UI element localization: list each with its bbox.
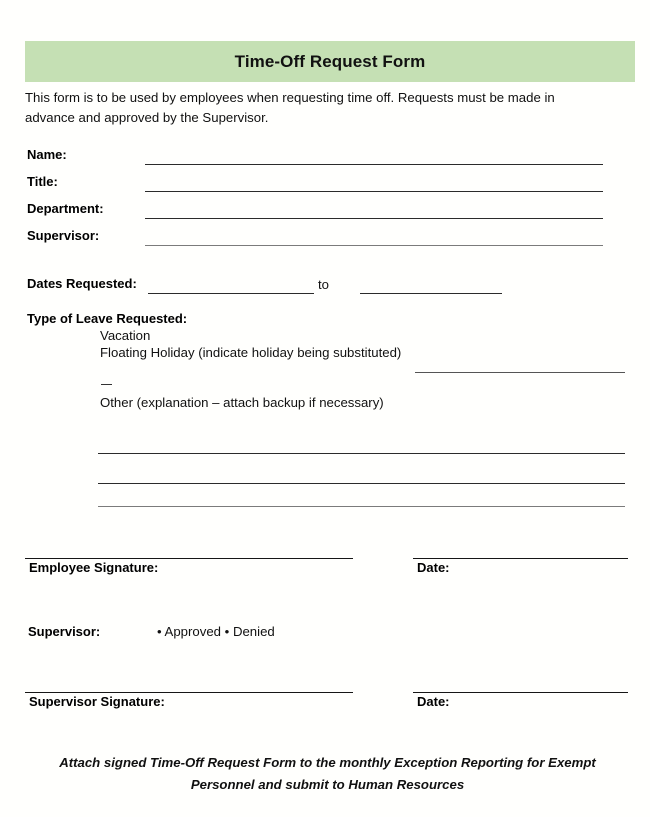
input-explanation-line-1[interactable]	[98, 453, 625, 454]
footer-line-1: Attach signed Time-Off Request Form to the monthly Exception Reporting for Exempt	[59, 755, 596, 770]
input-floating-holiday-detail[interactable]	[415, 372, 625, 373]
input-explanation-line-2[interactable]	[98, 483, 625, 484]
intro-paragraph: This form is to be used by employees when requesting time off. Requests must be made in advance and approved by the Supervisor.	[25, 90, 555, 125]
label-employee-signature: Employee Signature:	[29, 560, 159, 575]
label-supervisor-decision: Supervisor:	[28, 624, 101, 639]
label-supervisor-signature: Supervisor Signature:	[29, 694, 165, 709]
leave-option-floating-holiday[interactable]: Floating Holiday (indicate holiday being substituted)	[100, 345, 402, 360]
input-name[interactable]	[145, 164, 603, 165]
label-title: Title:	[27, 174, 58, 189]
label-type-of-leave: Type of Leave Requested:	[27, 311, 188, 326]
input-supervisor[interactable]	[145, 245, 603, 246]
label-supervisor: Supervisor:	[27, 228, 100, 243]
input-date-from[interactable]	[148, 293, 314, 294]
label-name: Name:	[27, 147, 67, 162]
input-explanation-line-3[interactable]	[98, 506, 625, 507]
input-supervisor-date[interactable]	[413, 692, 628, 693]
dates-separator: to	[318, 277, 329, 292]
input-employee-date[interactable]	[413, 558, 628, 559]
label-department: Department:	[27, 201, 104, 216]
input-supervisor-signature[interactable]	[25, 692, 353, 693]
form-header-band	[25, 41, 635, 82]
label-dates-requested: Dates Requested:	[27, 276, 137, 291]
page-title: Time-Off Request Form	[234, 51, 426, 71]
input-department[interactable]	[145, 218, 603, 219]
supervisor-decision-options[interactable]: • Approved • Denied	[157, 624, 275, 639]
footer-line-2: Personnel and submit to Human Resources	[190, 777, 465, 792]
input-date-to[interactable]	[360, 293, 502, 294]
leave-option-vacation[interactable]: Vacation	[100, 328, 151, 343]
label-supervisor-date: Date:	[417, 694, 450, 709]
input-title[interactable]	[145, 191, 603, 192]
footer-note	[45, 752, 610, 796]
checkbox-mark-other[interactable]	[101, 384, 112, 385]
input-employee-signature[interactable]	[25, 558, 353, 559]
label-employee-date: Date:	[417, 560, 450, 575]
leave-option-other[interactable]: Other (explanation – attach backup if necessary)	[100, 395, 384, 410]
